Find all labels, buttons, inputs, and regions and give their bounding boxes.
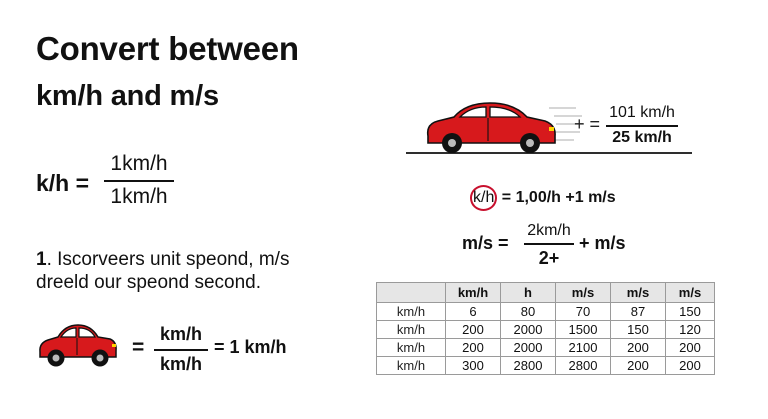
fraction-bar [606,125,678,127]
table-cell: 150 [666,303,715,321]
formula-ms-numerator: 2km/h [527,222,571,239]
left-formula-numerator: 1km/h [110,152,168,175]
table-row [377,357,715,375]
table-cell: 300 [446,357,501,375]
bottom-formula-rhs: = 1 km/h [214,337,287,357]
table-cell: km/h [377,321,446,339]
table-cell: 200 [446,339,501,357]
explanation-line1 [36,249,289,271]
left-formula-lhs: k/h = [36,170,90,196]
page-title-line2: km/h and m/s [36,80,219,112]
table-cell: 2000 [501,339,556,357]
table-cell: 200 [611,339,666,357]
table-header-cell: m/s [611,283,666,303]
table-row [377,321,715,339]
fraction-bar [154,349,208,351]
table-cell: 2800 [501,357,556,375]
table-header-row [377,283,715,303]
bottom-formula-equals: = [132,336,145,359]
table-cell: 200 [446,321,501,339]
bottom-formula-denominator: km/h [159,353,202,374]
fraction-bar [104,180,174,182]
explanation-line2: dreeld our speond second. [36,272,261,293]
table-cell: 70 [556,303,611,321]
table-cell: 150 [611,321,666,339]
formula-ms-fraction [524,222,574,269]
formula-ms-rhs: + m/s [579,233,626,253]
table-cell: 2800 [556,357,611,375]
table-cell: 200 [611,357,666,375]
table-cell: 6 [446,303,501,321]
bottom-formula-numerator: km/h [159,324,202,344]
table-header-cell: h [501,283,556,303]
table-cell: 120 [666,321,715,339]
table-cell: km/h [377,357,446,375]
table-cell: 87 [611,303,666,321]
formula-middle-rest: = 1,00/h +1 m/s [501,189,616,206]
left-formula-denominator: 1km/h [110,184,168,208]
table-header-cell: m/s [666,283,715,303]
page-title-line1: Convert between [36,30,299,67]
formula-ms-lhs: m/s = [462,233,509,253]
explanation-number: 1 [36,249,47,270]
circled-unit: k/h [470,185,497,211]
formula-ms-denominator: 2+ [538,247,560,268]
table-row [377,303,715,321]
bottom-formula-fraction [154,324,208,375]
table-header-cell [377,283,446,303]
car-formula-fraction [606,104,678,147]
car-formula-numerator: 101 km/h [609,104,675,121]
table-row [377,339,715,357]
table-cell: 1500 [556,321,611,339]
table-cell: 200 [666,357,715,375]
fraction-bar [524,243,574,245]
conversion-table [376,282,715,375]
formula-middle [470,185,616,211]
table-cell: km/h [377,303,446,321]
table-header-cell: m/s [556,283,611,303]
table-cell: km/h [377,339,446,357]
left-formula-fraction [104,152,174,209]
table-cell: 200 [666,339,715,357]
table-cell: 2100 [556,339,611,357]
table-cell: 80 [501,303,556,321]
car-icon [34,318,120,370]
table-header-cell: km/h [446,283,501,303]
explanation-line1-text: . Iscorveers unit speond, m/s [46,249,290,270]
car-formula-denominator: 25 km/h [612,128,672,146]
car-formula-prefix: + = [574,114,601,134]
table-cell: 2000 [501,321,556,339]
